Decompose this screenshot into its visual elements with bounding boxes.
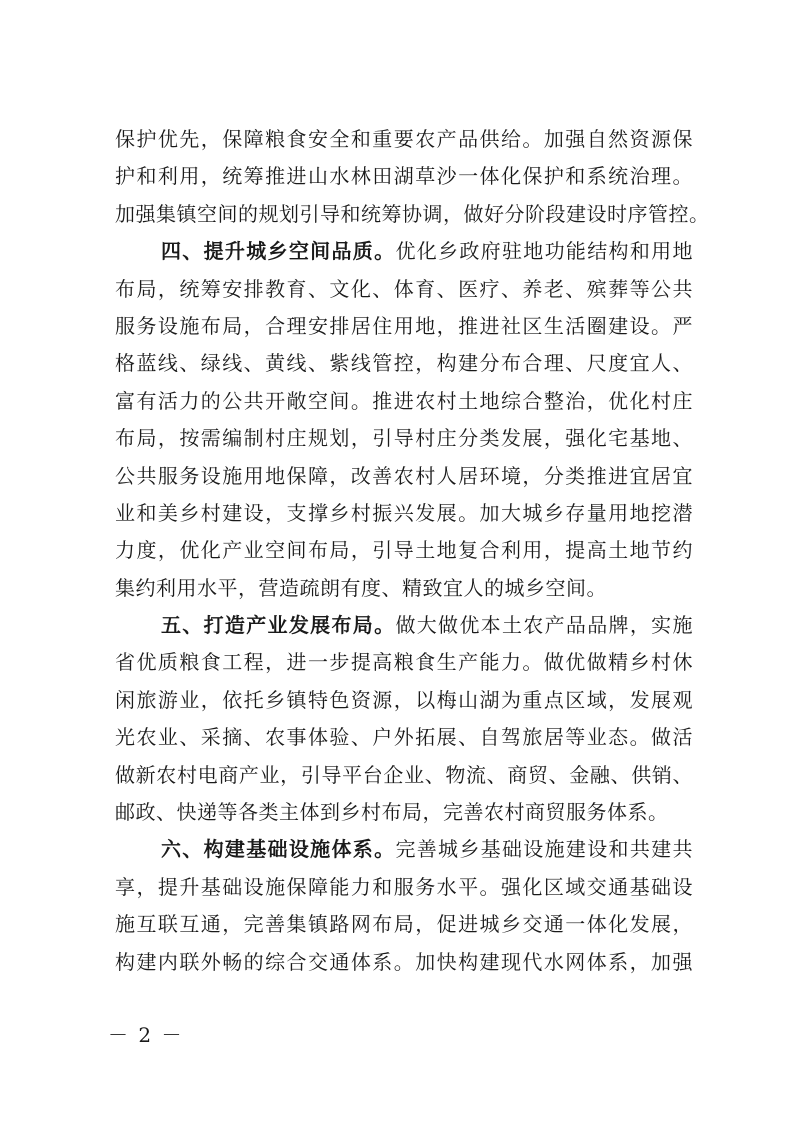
- line-text: 构建内联外畅的综合交通体系。加快构建现代水网体系，加强: [115, 949, 693, 974]
- text-line: [115, 719, 693, 756]
- line-text: 享，提升基础设施保障能力和服务水平。强化区域交通基础设: [115, 874, 693, 899]
- line-text: 邮政、快递等各类主体到乡村布局，完善农村商贸服务体系。: [115, 800, 669, 825]
- text-line: [115, 308, 693, 345]
- line-text: 集约利用水平，营造疏朗有度、精致宜人的城乡空间。: [115, 575, 607, 600]
- text-line: [115, 906, 693, 943]
- section-heading-line: [115, 831, 693, 868]
- text-line: [115, 271, 693, 308]
- document-body: [115, 121, 710, 981]
- section-heading: 四、提升城乡空间品质。: [161, 239, 396, 264]
- section-heading: 六、构建基础设施体系。: [161, 837, 396, 862]
- line-text: 省优质粮食工程，进一步提高粮食生产能力。做优做精乡村休: [115, 650, 693, 675]
- text-line: [115, 757, 693, 794]
- line-text: 施互联互通，完善集镇路网布局，促进城乡交通一体化发展，: [115, 912, 693, 937]
- text-line: [115, 682, 693, 719]
- text-line: [115, 121, 693, 158]
- line-text: 保护优先，保障粮食安全和重要农产品供给。加强自然资源保: [115, 127, 693, 151]
- line-text: 优化乡政府驻地功能结构和用地: [395, 239, 693, 264]
- section-heading-line: [115, 233, 693, 270]
- line-text: 完善城乡基础设施建设和共建共: [395, 837, 693, 862]
- line-text: 力度，优化产业空间布局，引导土地复合利用，提高土地节约: [115, 538, 693, 563]
- text-line: [115, 158, 693, 195]
- line-text: 加强集镇空间的规划引导和统筹协调，做好分阶段建设时序管控。: [115, 201, 710, 226]
- text-line: [115, 944, 693, 981]
- line-text: 光农业、采摘、农事体验、户外拓展、自驾旅居等业态。做活: [115, 725, 693, 750]
- text-line: [115, 644, 693, 681]
- text-line: [115, 495, 693, 532]
- line-text: 业和美乡村建设，支撑乡村振兴发展。加大城乡存量用地挖潜: [115, 500, 693, 525]
- line-text: 布局，按需编制村庄规划，引导村庄分类发展，强化宅基地、: [115, 426, 693, 451]
- line-text: 做新农村电商产业，引导平台企业、物流、商贸、金融、供销、: [115, 762, 693, 787]
- line-text: 格蓝线、绿线、黄线、紫线管控，构建分布合理、尺度宜人、: [115, 351, 693, 376]
- text-line: [115, 345, 693, 382]
- section-heading: 五、打造产业发展布局。: [161, 613, 396, 638]
- line-text: 布局，统筹安排教育、文化、体育、医疗、养老、殡葬等公共: [115, 276, 693, 301]
- text-line: [115, 196, 710, 233]
- section-heading-line: [115, 607, 693, 644]
- line-text: 护和利用，统筹推进山水林田湖草沙一体化保护和系统治理。: [115, 164, 693, 189]
- text-line: [115, 869, 693, 906]
- text-line: [115, 420, 693, 457]
- text-line: [115, 794, 693, 831]
- text-line: [115, 383, 693, 420]
- line-text: 做大做优本土农产品品牌，实施: [395, 613, 693, 638]
- line-text: 闲旅游业，依托乡镇特色资源，以梅山湖为重点区域，发展观: [115, 687, 693, 712]
- line-text: 服务设施布局，合理安排居住用地，推进社区生活圈建设。严: [115, 313, 693, 338]
- text-line: [115, 532, 693, 569]
- page-number: － 2 －: [108, 1023, 184, 1047]
- text-line: [115, 570, 693, 607]
- text-line: [115, 458, 693, 495]
- line-text: 富有活力的公共开敞空间。推进农村土地综合整治，优化村庄: [115, 388, 693, 413]
- line-text: 公共服务设施用地保障，改善农村人居环境，分类推进宜居宜: [115, 463, 693, 488]
